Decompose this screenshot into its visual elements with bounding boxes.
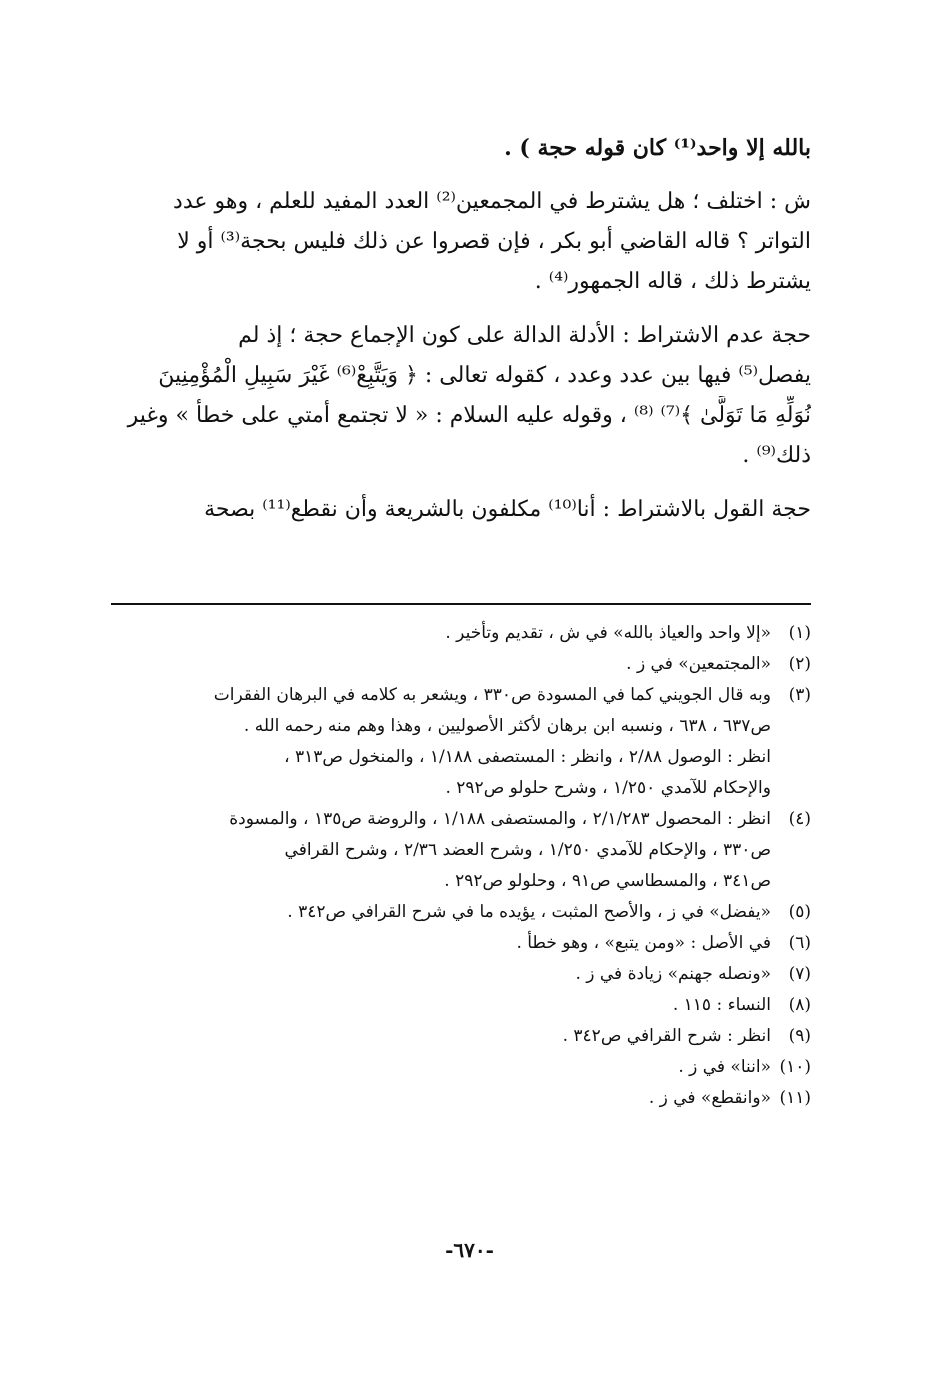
footnote-3 [111, 680, 811, 804]
paragraph-4 [111, 490, 811, 530]
text-line: حجة عدم الاشتراط : الأدلة الدالة على كون الإجماع حجة ؛ إذ لم [238, 323, 811, 348]
footnote-number: (٦) [788, 933, 811, 953]
footnote-number: (٢) [788, 654, 811, 674]
footnote-text: «ونصله جهنم» زيادة في ز . [575, 964, 771, 984]
footnote-text: في الأصل : «ومن يتبع» ، وهو خطأ . [516, 933, 771, 953]
footnote-text: «المجتمعين» في ز . [626, 654, 771, 674]
text-line: ش : اختلف ؛ هل يشترط في المجمعين⁽²⁾ العدد المفيد للعلم ، وهو عدد [173, 189, 811, 214]
footnote-number: (٨) [788, 995, 811, 1015]
paragraph-2 [111, 182, 811, 302]
text-line: بالله إلا واحد⁽¹⁾ كان قوله حجة ) . [504, 135, 811, 161]
paragraph-1 [111, 128, 811, 168]
footnote-10 [111, 1052, 811, 1083]
footnote-text: انظر : الوصول ٢/٨٨ ، وانظر : المستصفى ١/١٨٨ ، والمنخول ص٣١٣ ، [284, 747, 771, 767]
footnote-text: انظر : المحصول ٢/١/٢٨٣ ، والمستصفى ١/١٨٨ ، والروضة ص١٣٥ ، والمسودة [229, 809, 771, 829]
footnote-number: (٧) [788, 964, 811, 984]
footnote-text: ص٦٣٧ ، ٦٣٨ ، ونسبه ابن برهان لأكثر الأصوليين ، وهذا وهم منه رحمه الله . [243, 716, 771, 736]
footnote-5 [111, 897, 811, 928]
footnote-9 [111, 1021, 811, 1052]
footnote-number: (٤) [788, 809, 811, 829]
text-line: يشترط ذلك ، قاله الجمهور⁽⁴⁾ . [534, 269, 811, 294]
footnote-text: «يفضل» في ز ، والأصح المثبت ، يؤيده ما في شرح القرافي ص٣٤٢ . [287, 902, 771, 922]
footnote-number: (١٠) [779, 1057, 811, 1077]
text-line: يفصل⁽⁵⁾ فيها بين عدد وعدد ، كقوله تعالى : ﴿ وَيَتَّبِعْ⁽⁶⁾ غَيْرَ سَبِيلِ الْمُؤْمِنِينَ [158, 363, 811, 388]
footnote-4 [111, 804, 811, 897]
text-line: نُوَلِّهِ مَا تَوَلَّىٰ ﴾⁽⁷⁾ ⁽⁸⁾ ، وقوله عليه السلام : « لا تجتمع أمتي على خطأ » وغير [127, 403, 811, 428]
text-line: ذلك⁽⁹⁾ . [742, 443, 811, 468]
footnote-text: «وانقطع» في ز . [648, 1088, 771, 1108]
footnote-6 [111, 928, 811, 959]
footnote-text: ص٣٤١ ، والمسطاسي ص٩١ ، وحلولو ص٢٩٢ . [444, 871, 771, 891]
footnote-number: (٥) [788, 902, 811, 922]
footnote-2 [111, 649, 811, 680]
main-text-body [111, 128, 811, 530]
footnote-number: (١١) [779, 1088, 811, 1108]
footnote-text: والإحكام للآمدي ١/٢٥٠ ، وشرح حلولو ص٢٩٢ . [445, 778, 771, 798]
footnote-text: «إلا واحد والعياذ بالله» في ش ، تقديم وتأخير . [445, 623, 771, 643]
footnote-number: (٩) [788, 1026, 811, 1046]
text-line: التواتر ؟ قاله القاضي أبو بكر ، فإن قصروا عن ذلك فليس بحجة⁽³⁾ أو لا [177, 229, 811, 254]
page-number: -٦٧٠- [445, 1238, 494, 1262]
text-line: حجة القول بالاشتراط : أنا⁽¹⁰⁾ مكلفون بالشريعة وأن نقطع⁽¹¹⁾ بصحة [204, 497, 811, 522]
footnote-text: وبه قال الجويني كما في المسودة ص٣٣٠ ، ويشعر به كلامه في البرهان الفقرات [213, 685, 771, 705]
footnote-text: ص٣٣٠ ، والإحكام للآمدي ١/٢٥٠ ، وشرح العضد ٢/٣٦ ، وشرح القرافي [284, 840, 771, 860]
footnote-8 [111, 990, 811, 1021]
footnote-number: (٣) [788, 685, 811, 705]
paragraph-3 [111, 316, 811, 476]
footnote-separator [111, 603, 811, 605]
footnote-text: النساء : ١١٥ . [672, 995, 771, 1015]
footnotes-section [111, 618, 811, 1114]
footnote-7 [111, 959, 811, 990]
footnote-text: انظر : شرح القرافي ص٣٤٢ . [562, 1026, 771, 1046]
footnote-number: (١) [788, 623, 811, 643]
footnote-1 [111, 618, 811, 649]
footnote-text: «اننا» في ز . [678, 1057, 771, 1077]
footnote-11 [111, 1083, 811, 1114]
